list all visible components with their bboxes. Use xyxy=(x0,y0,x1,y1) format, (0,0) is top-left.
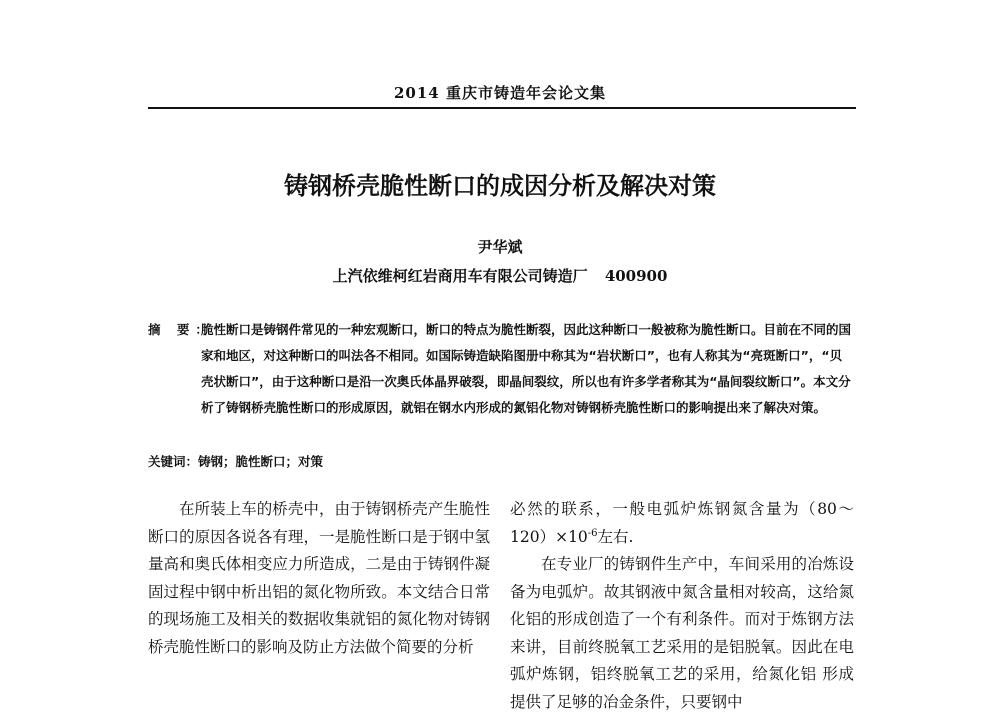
abstract-text: 脆性断口是铸钢件常见的一种宏观断口，断口的特点为脆性断裂，因此这种断口一般被称为脆性断口。目前在不同的国家和地区，对这种断口的叫法各不相同。如国际铸造缺陷图册中称其为“岩状断口”，也有人称其为“亮斑断口”，“贝壳状断口”，由于这种断口是沿一次奥氏体晶界破裂，即晶间裂纹，所以也有许多学者称其为“晶间裂纹断口”。本文分析了铸钢桥壳脆性断口的形成原因，就铝在钢水内形成的氮铝化物对铸钢桥壳脆性断口的影响提出来了解决对策。 xyxy=(201,322,852,415)
body-text-tail: 左右. xyxy=(597,527,634,546)
author-affiliation xyxy=(150,265,850,286)
keywords xyxy=(148,452,323,470)
body-paragraph: 在所装上车的桥壳中，由于铸钢桥壳产生脆性断口的原因各说各有理，一是脆性断口是于钢中氢量高和奥氏体相变应力所造成，二是由于铸钢件凝固过程中钢中析出铝的氮化物所致。本文结合日常的现场施工及相关的数据收集就铝的氮化物对铸钢桥壳脆性断口的影响及防止方法做个简要的分析 xyxy=(148,500,490,656)
body-text: 必然的联系，一般电弧炉炼钢氮含量为（80～120）×10 xyxy=(510,500,854,546)
paper-title: 铸钢桥壳脆性断口的成因分析及解决对策 xyxy=(284,172,716,200)
body-paragraph-continued xyxy=(510,496,854,551)
abstract-label: 摘 要： xyxy=(148,322,214,337)
body-column-left xyxy=(148,496,490,661)
keywords-label: 关键词： xyxy=(148,454,199,469)
abstract xyxy=(148,317,854,421)
affiliation-postcode: 400900 xyxy=(604,267,668,285)
running-head: 2014 重庆市铸造年会论文集 xyxy=(394,84,606,102)
author-name: 尹华斌 xyxy=(477,238,523,256)
keywords-text: 铸钢；脆性断口；对策 xyxy=(198,454,324,469)
body-paragraph: 在专业厂的铸钢件生产中，车间采用的冶炼设备为电弧炉。故其钢液中氮含量相对较高，这给氮化铝的形成创造了一个有利条件。而对于炼钢方法来讲，目前终脱氧工艺采用的是铝脱氧。因此在电弧炉炼钢，铝终脱氧工艺的采用，给氮化铝 形成提供了足够的冶金条件，只要钢中 xyxy=(510,555,854,711)
affiliation-name: 上汽依维柯红岩商用车有限公司铸造厂 xyxy=(332,267,588,285)
header-rule xyxy=(148,107,856,109)
body-column-right xyxy=(510,496,854,716)
exponent: -6 xyxy=(587,527,598,539)
